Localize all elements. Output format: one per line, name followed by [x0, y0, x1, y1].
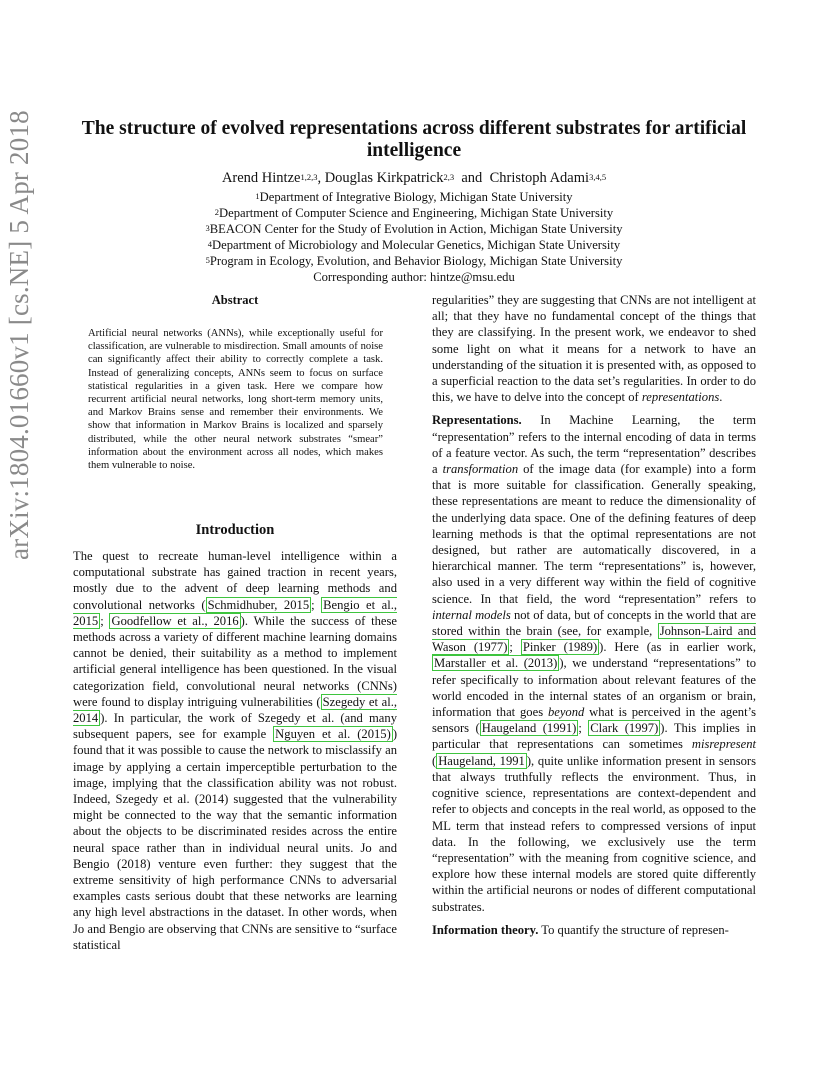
citation-link[interactable]: Goodfellow et al., 2016	[111, 613, 239, 628]
author-name: Christoph Adami	[489, 170, 590, 186]
author-line	[80, 170, 748, 187]
emphasis: transformation	[442, 462, 519, 477]
paragraph-representations	[432, 412, 756, 914]
arxiv-stamp: arXiv:1804.01660v1 [cs.NE] 5 Apr 2018	[4, 110, 34, 560]
affiliations	[80, 189, 748, 286]
affil-text: Program in Ecology, Evolution, and Behavior Biology, Michigan State University	[209, 254, 623, 269]
body-text: ). Here (as in earlier work,	[599, 640, 757, 655]
body-text: regularities” they are suggesting that CNNs are not intelligent at all; that they have no fundamental concept of the things that they are classifying. In the present work, we endeavor to shed some light on what it means for a network to have an understanding of the situation it is presented with, as opposed to a superficial reaction to the data set’s regularities. In order to do this, we have to delve into the concept of	[432, 293, 756, 405]
paragraph-information-theory	[432, 922, 756, 938]
emphasis: beyond	[547, 705, 585, 720]
emphasis: internal models	[432, 607, 511, 622]
citation-link[interactable]: Bengio et al., 2015	[73, 597, 397, 628]
citation-link[interactable]: Schmidhuber, 2015	[207, 597, 310, 612]
author-affil-marker: 1,2,3	[300, 172, 318, 182]
body-text: .	[719, 390, 723, 405]
intro-text: ). While the success of these methods across a variety of different machine learning domains cannot be denied, their suitability as a method to implement artificial general intelligence has been questioned. In the visual categorization field, convolutional neural networks (CNNs) were found to display intriguing vulnerabilities (	[73, 613, 398, 709]
citation-link[interactable]: Szegedy et al., 2014	[73, 694, 398, 726]
intro-text: ;	[311, 597, 322, 612]
affil-number: 4	[207, 239, 213, 250]
right-column	[432, 292, 756, 938]
intro-text: ) found that it was possible to cause the network to misclassify an image by applying a certain imperceptible perturbation to the image, implying that the classification ability was not robust. Indeed, Szegedy et al. (2014) suggested that the vulnerability might be connected to the way that the semantic information about the objects to be discriminated resides across the entire neural space rather than in individual neural units. Jo and Bengio (2018) venture even further: they suggest that the extreme sensitivity of high performance CNNs to adversarial examples casts serious doubt that these networks are learning any high level abstractions in the dataset. In other words, when Jo and Bengio are observing that CNNs are sensitive to “surface statistical	[73, 727, 398, 952]
abstract-text: Artificial neural networks (ANNs), while exceptionally useful for classification, are vulnerable to misdirection. Small amounts of noise can significantly affect their ability to correctly complete a task. Instead of generalizing concepts, ANNs seem to focus on surface statistical regularities in a given task. Here we compare how recurrent artificial neural networks, long short-term memory units, and Markov Brains sense and remember their environments. We show that information in Markov Brains is localized and sparsely distributed, while the other neural network substrates “smear” information about the environment across all nodes, which makes them vulnerable to noise.	[88, 328, 383, 472]
introduction-body	[73, 548, 397, 953]
intro-text: ). In particular, the work of Szegedy et al. (and many subsequent papers, see for example	[73, 711, 397, 742]
intro-text: ;	[100, 613, 110, 628]
author-separator: ,	[317, 170, 322, 186]
emphasis: representations	[641, 390, 720, 405]
paper-title: The structure of evolved representations across different substrates for artificial intelligence	[81, 118, 747, 161]
affil-text: Department of Computer Science and Engineering, Michigan State University	[219, 206, 614, 221]
affil-text: Department of Microbiology and Molecular Genetics, Michigan State University	[212, 238, 621, 253]
body-text: ), quite unlike information present in sensors that always truthfully reflects the environment. Thus, in cognitive science, representations are context-dependent and refer to objects and concepts in the real world, as opposed to the ML term that instead refers to compressed versions of input data. In the following, we exclusively use the term “representation” with the meaning from cognitive science, and explore how these internal models are stored quite differently within the artificial neurons or nodes of different computational substrates.	[432, 753, 756, 914]
paragraph	[432, 292, 756, 405]
intro-text: The quest to recreate human-level intelligence within a computational substrate has gained traction in recent years, mostly due to the advent of deep learning methods and convolutional networks (	[73, 549, 397, 612]
citation-link[interactable]: Haugeland, 1991	[438, 753, 525, 768]
body-text: ), we understand “representations” to refer specifically to information about relevant features of the world encoded in the internal states of an organism or brain, information that goes	[432, 656, 756, 720]
body-text: ;	[578, 721, 589, 736]
citation-link[interactable]: Nguyen et al. (2015)	[275, 727, 391, 742]
paragraph-heading: Information theory.	[432, 922, 539, 937]
affiliation	[80, 237, 748, 253]
affiliation	[80, 205, 748, 221]
affil-number: 2	[214, 207, 220, 218]
paragraph-heading: Representations.	[432, 413, 522, 428]
body-text: (	[432, 753, 437, 768]
affiliation	[80, 189, 748, 205]
introduction-heading: Introduction	[195, 522, 275, 538]
emphasis: misrepresent	[691, 737, 756, 752]
citation-link[interactable]: Haugeland (1991)	[481, 721, 577, 736]
body-text: ). This implies in particular that representations can sometimes	[432, 721, 757, 752]
affil-number: 5	[205, 255, 210, 266]
citation-link[interactable]: Marstaller et al. (2013)	[434, 656, 558, 671]
affil-number: 1	[255, 191, 260, 201]
corresponding-author: Corresponding author: hintze@msu.edu	[313, 270, 515, 285]
citation-link[interactable]: Pinker (1989)	[522, 640, 598, 655]
body-text: what is perceived in the agent’s sensors (	[432, 705, 756, 736]
author-and: and	[461, 170, 483, 186]
body-text: ;	[509, 640, 521, 655]
author-name: Arend Hintze	[221, 170, 301, 186]
citation-link[interactable]: Johnson-Laird and Wason (1977)	[432, 624, 756, 655]
affil-text: Department of Integrative Biology, Michigan State University	[259, 190, 573, 204]
affil-text: BEACON Center for the Study of Evolution in Action, Michigan State University	[209, 222, 623, 237]
body-text: To quantify the structure of represen-	[538, 922, 729, 937]
affiliation	[80, 221, 748, 237]
body-text: of the image data (for example) into a form that is more suitable for classification. Generally speaking, these representations are meant to reduce the dimensionality of the underlying data space. One of the defining features of deep learning methods is that the optimal representations are not designed, but rather are automatically discovered, in a hierarchical manner. The term “representations” is, however, also used in a very different way within the field of cognitive science. In that field, the word “representation” refers to	[432, 462, 756, 606]
affil-number: 3	[205, 223, 210, 234]
author-affil-marker: 2,3	[443, 172, 455, 182]
body-text: not of data, but of concepts in the world that are stored within the brain (see, for example,	[432, 607, 756, 639]
abstract-heading: Abstract	[211, 293, 259, 307]
affiliation	[80, 253, 748, 269]
body-text: In Machine Learning, the term “representation” refers to the internal encoding of data in terms of a feature vector. As such, the term “representation” describes a	[432, 413, 756, 477]
citation-link[interactable]: Clark (1997)	[590, 721, 659, 736]
author-name: Douglas Kirkpatrick	[324, 170, 444, 186]
author-affil-marker: 3,4,5	[589, 172, 607, 182]
